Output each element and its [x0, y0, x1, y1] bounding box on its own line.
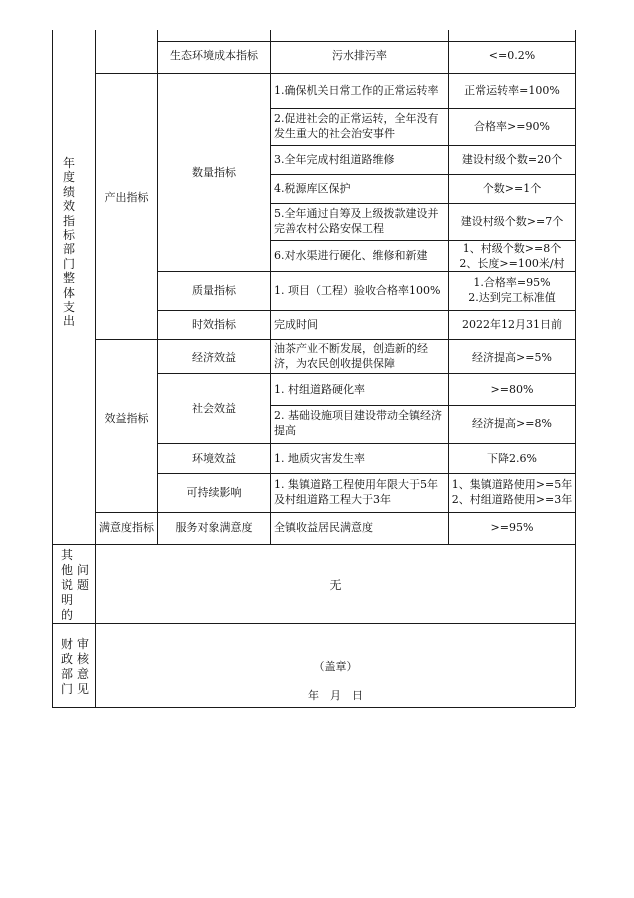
target-q3: 建设村级个数=20个 [461, 153, 563, 166]
rule [270, 405, 575, 406]
rule [270, 145, 575, 146]
seal-text: （盖章） [313, 660, 358, 673]
review-date: 年 月 日 [308, 689, 363, 702]
rule [157, 310, 575, 311]
rule [95, 73, 575, 74]
indicator-q6: 6.对水渠进行硬化、维修和新建 [274, 249, 428, 262]
target-quality-1: 1.合格率=95% [473, 276, 551, 289]
secondary-ecology: 生态环境成本指标 [170, 49, 258, 62]
target-social-2: 经济提高>=8% [472, 417, 552, 430]
rule [95, 30, 96, 707]
first-level-output: 产出指标 [104, 191, 149, 204]
target-quality-2: 2.达到完工标准值 [468, 291, 556, 304]
rule [52, 707, 575, 708]
rule [270, 30, 271, 544]
target-satisfaction: >=95% [490, 521, 534, 534]
rule [157, 473, 575, 474]
target-q6: 1、村级个数>=8个 2、长度>=100米/村 [459, 242, 573, 270]
secondary-quantity: 数量指标 [192, 166, 236, 179]
first-level-benefit: 效益指标 [104, 412, 149, 425]
rule [157, 373, 575, 374]
rule [575, 30, 576, 707]
target-q5: 建设村级个数>=7个 [460, 215, 564, 228]
target-environment: 下降2.6% [487, 452, 537, 465]
secondary-quality: 质量指标 [192, 284, 236, 297]
secondary-timeliness: 时效指标 [192, 318, 236, 331]
rule [270, 174, 575, 175]
indicator-sustainable: 1. 集镇道路工程使用年限大于5年及村组道路工程大于3年 [274, 478, 438, 506]
first-level-satisfaction: 满意度指标 [99, 521, 154, 534]
review-label-right: 审核意见 [76, 637, 89, 696]
target-economic: 经济提高>=5% [472, 351, 552, 364]
target-q1: 正常运转率=100% [464, 84, 560, 97]
other-label-right: 问题 [76, 563, 89, 592]
secondary-environment: 环境效益 [192, 452, 236, 465]
target-wastewater: <=0.2% [488, 49, 536, 62]
indicator-satisfaction: 全镇收益居民满意度 [274, 521, 373, 534]
indicator-q1: 1.确保机关日常工作的正常运转率 [274, 84, 439, 97]
secondary-economic: 经济效益 [192, 351, 236, 364]
indicator-q5: 5.全年通过自筹及上级拨款建设并完善农村公路安保工程 [274, 207, 439, 235]
rule [52, 544, 575, 545]
indicator-q3: 3.全年完成村组道路维修 [274, 153, 395, 166]
secondary-satisfaction: 服务对象满意度 [175, 521, 253, 534]
rule [95, 339, 575, 340]
indicator-q2: 2.促进社会的正常运转，全年没有发生重大的社会治安事件 [274, 112, 439, 140]
indicator-wastewater: 污水排污率 [332, 49, 387, 62]
indicator-social-1: 1. 村组道路硬化率 [274, 383, 365, 396]
indicator-economic: 油茶产业不断发展，创造新的经济，为农民创收提供保障 [274, 342, 428, 370]
rule [95, 512, 575, 513]
rule [270, 203, 575, 204]
secondary-social: 社会效益 [192, 402, 236, 415]
rule [52, 623, 575, 624]
rule [157, 271, 575, 272]
other-label-left: 其他说明的 [60, 548, 73, 622]
indicator-environment: 1. 地质灾害发生率 [274, 452, 365, 465]
target-timeliness: 2022年12月31日前 [462, 318, 562, 331]
indicator-social-2: 2. 基础设施项目建设带动全镇经济提高 [274, 409, 442, 437]
target-sustainable-2: 2、村组道路使用>=3年 [451, 493, 573, 506]
section-label-annual: 年度绩效指标部门整体支出 [62, 156, 75, 329]
other-content: 无 [329, 578, 342, 592]
target-social-1: >=80% [490, 383, 534, 396]
target-q4: 个数>=1个 [482, 182, 542, 195]
indicator-quality: 1. 项目（工程）验收合格率100% [274, 284, 441, 297]
rule [270, 108, 575, 109]
indicator-timeliness: 完成时间 [274, 318, 318, 331]
secondary-sustainable: 可持续影响 [186, 486, 242, 499]
review-label-left: 财政部门 [60, 637, 73, 696]
rule [52, 30, 53, 707]
indicator-q4: 4.税源库区保护 [274, 182, 351, 195]
rule [157, 443, 575, 444]
rule [157, 41, 575, 42]
target-sustainable-1: 1、集镇道路使用>=5年 [451, 478, 573, 491]
target-q2: 合格率>=90% [474, 120, 550, 133]
